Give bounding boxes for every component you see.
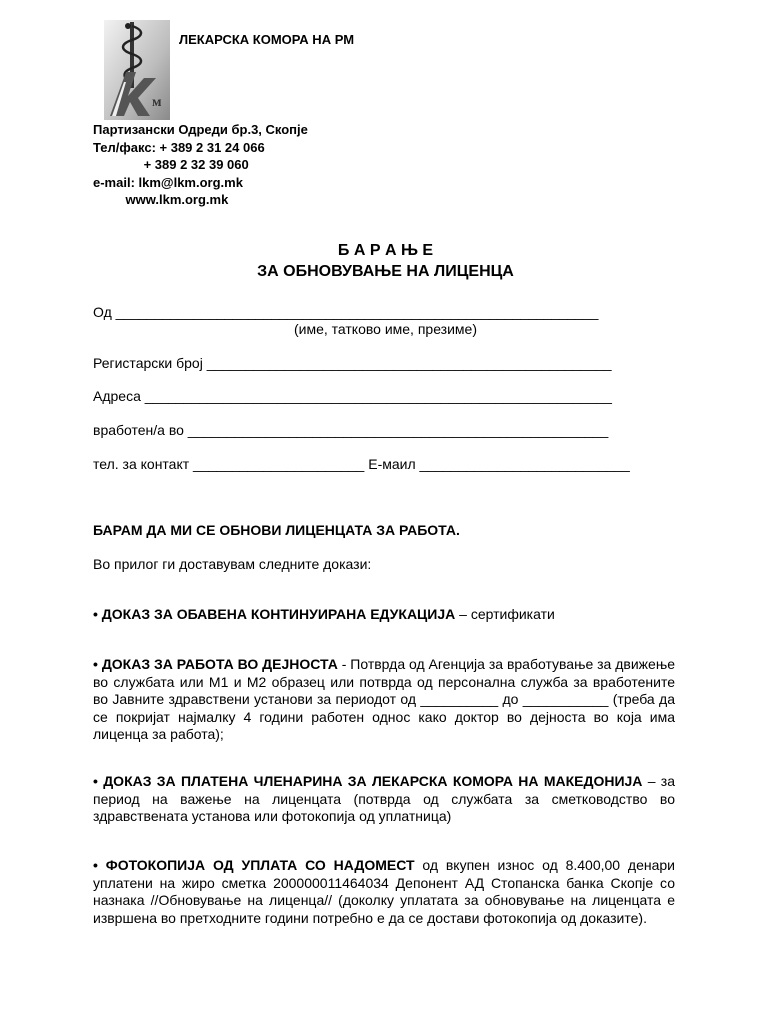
item-text: од вкупен износ од 8.400,00 денари уплатени на жиро сметка 200000011464034 Депонент АД Стопанска банка Скопје со назнака //Обновување на лиценца// (доколку уплатата за обновување на лиценцата е извршена во претходните години потребно е да се достави фотокопија од доказите). [93,857,675,926]
address-field[interactable]: Адреса ____________________________________________________________ [93,388,612,404]
employed-at-field[interactable]: вработен/а во ______________________________________________________ [93,422,609,438]
from-field[interactable]: Од ______________________________________________________________ [93,304,599,320]
chamber-logo [104,20,170,120]
attachments-intro: Во прилог ги доставувам следните докази: [93,556,372,572]
email-line: e-mail: lkm@lkm.org.mk [93,174,243,190]
contact-block [93,121,308,209]
bullet-icon: • [93,606,98,622]
item-text: – сертификати [455,606,555,622]
bullet-icon: • [93,773,98,789]
item-heading: ФОТОКОПИЈА ОД УПЛАТА СО НАДОМЕСТ [105,857,415,873]
item-heading: ДОКАЗ ЗА ПЛАТЕНА ЧЛЕНАРИНА ЗА ЛЕКАРСКА КОМОРА НА МАКЕДОНИЈА [103,773,643,789]
item-heading: ДОКАЗ ЗА ОБАВЕНА КОНТИНУИРАНА ЕДУКАЦИЈА [101,606,456,622]
registration-number-field[interactable]: Регистарски број ____________________________________________________ [93,355,612,371]
website-line: www.lkm.org.mk [93,192,229,208]
list-item [93,857,675,927]
document-subtitle: ЗА ОБНОВУВАЊЕ НА ЛИЦЕНЦА [257,263,514,280]
document-title: Б А Р А Њ Е [337,242,434,259]
phone-line-1: Тел/факс: + 389 2 31 24 066 [93,139,265,155]
item-text: – за период на важење на лиценцата (потврда од службата за сметководство во здравствената установа или фотокопија од уплатница) [93,773,675,825]
list-item [93,656,675,744]
bullet-icon: • [93,857,98,873]
item-text: - Потврда од Агенција за вработување за движење во службата или М1 и М2 образец или потврда од персонална служба за вработените во Јавните здравствени установи за периодот од __________ до ___________ (треба да се покријат најмалку 4 години работен однос како доктор во дејноста во која има лиценца за работа); [93,656,675,743]
phone-line-2: + 389 2 32 39 060 [93,157,249,173]
request-statement: БАРАМ ДА МИ СЕ ОБНОВИ ЛИЦЕНЦАТА ЗА РАБОТА. [93,522,460,538]
organization-name: ЛЕКАРСКА КОМОРА НА РМ [179,32,355,47]
item-heading: ДОКАЗ ЗА РАБОТА ВО ДЕЈНОСТА [101,656,338,672]
list-item [93,773,675,826]
from-field-note: (име, татково име, презиме) [293,321,477,337]
svg-text:м: м [152,95,162,110]
bullet-icon: • [93,656,98,672]
list-item [93,606,675,624]
address-line: Партизански Одреди бр.3, Скопје [93,122,308,137]
phone-email-field[interactable]: тел. за контакт ______________________ Е-маил ___________________________ [93,456,630,472]
